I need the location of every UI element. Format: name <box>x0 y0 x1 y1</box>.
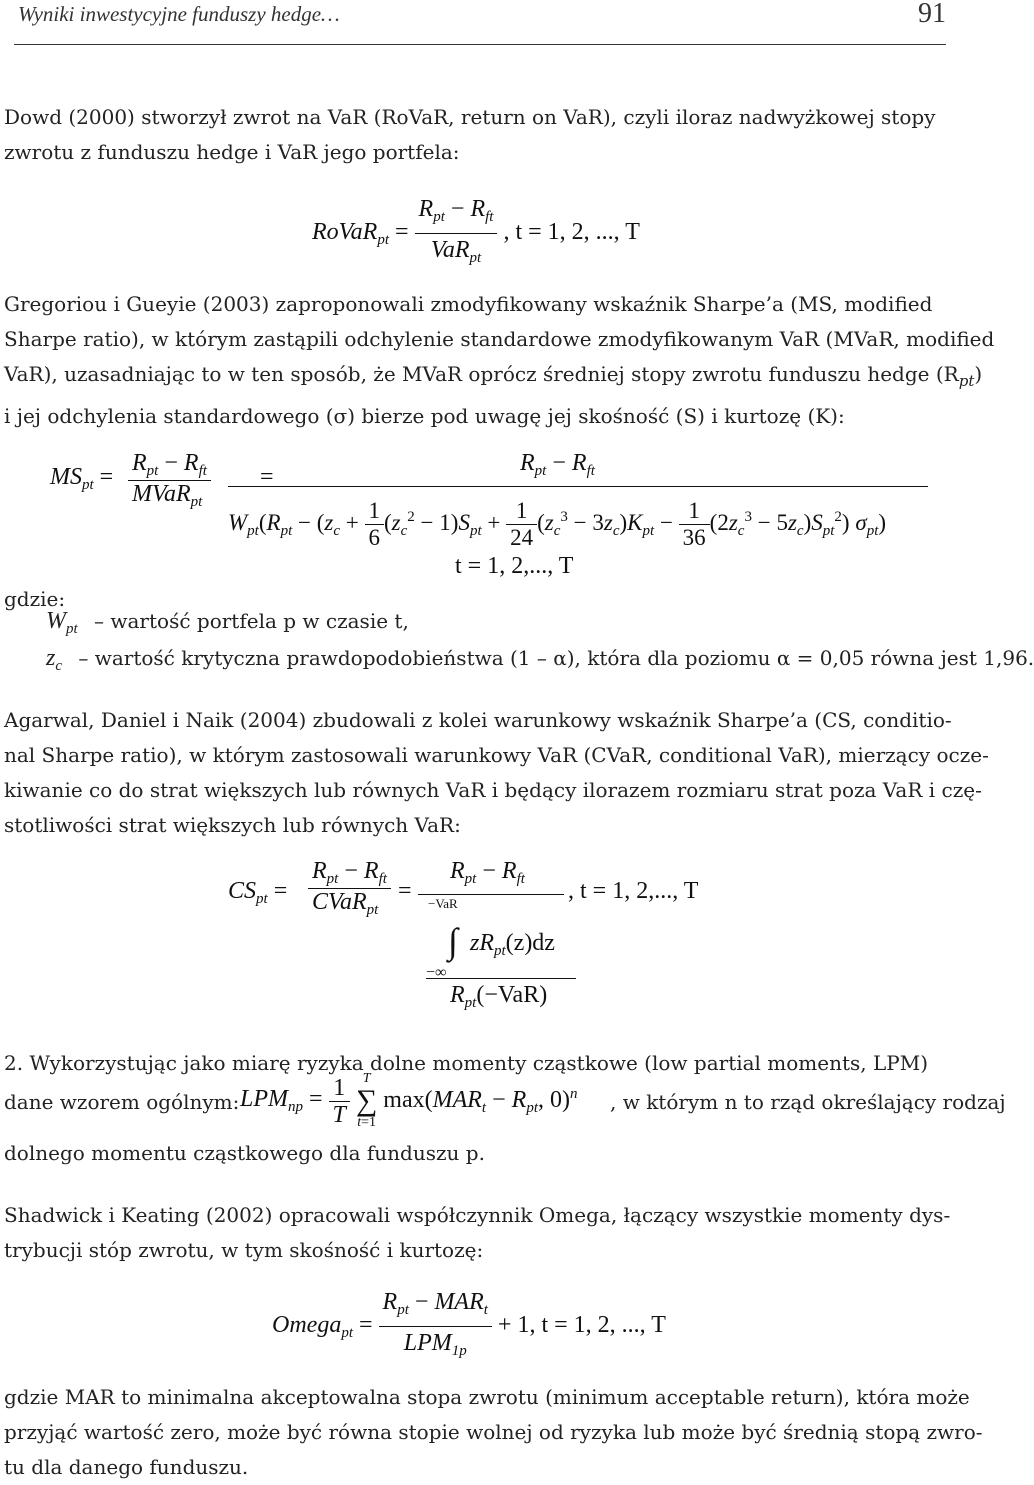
lpm-line-last: dolnego momentu cząstkowego dla funduszu p. <box>4 1141 485 1165</box>
fraction: $\frac{R_{pt} - MAR_t}{LPM_{1p}}$ <box>379 1286 492 1367</box>
eq-symbol: RoVaR <box>312 219 378 246</box>
text-line: 2. Wykorzystując jako miarę ryzyka dolne momenty cząstkowe (low partial moments, LPM) <box>4 1051 929 1075</box>
integral-upper-limit: −VaR <box>428 896 458 911</box>
fraction: $R_{pt} - R_{ft}$ MVaR$_{pt}$ <box>128 450 211 511</box>
where-label: gdzie: <box>4 587 66 611</box>
integral-lower-limit: −∞ <box>426 964 447 981</box>
eq-subscript: pt <box>469 250 482 266</box>
eq-symbol: CVaR <box>312 889 367 915</box>
eq-symbol: MAR <box>434 1289 484 1315</box>
text-line: i jej odchylenia standardowego (σ) bierze pod uwagę jej skośność (S) i kurtozę (K): <box>4 404 845 428</box>
eq-subscript: pt <box>433 209 445 225</box>
definition-z: $z_c$ – wartość krytyczna prawdopodobieństwa (1 – α), która dla poziomu α = 0,05 równa jest 1,96. <box>46 645 1034 674</box>
text-line: nal Sharpe ratio), w którym zastosowali warunkowy VaR (CVaR, conditional VaR), mierzący ocze- <box>4 743 989 767</box>
lpm-line-start: dane wzorem ogólnym: <box>4 1090 240 1114</box>
running-header-title: Wyniki inwestycyjne funduszy hedge… <box>18 2 340 26</box>
lpm-line-end: , w którym n to rząd określający rodzaj <box>610 1090 1006 1114</box>
definition-text: wartość portfela p w czasie t, <box>110 609 409 633</box>
text-line: Agarwal, Daniel i Naik (2004) zbudowali z kolei warunkowy wskaźnik Sharpe’a (CS, conditio- <box>4 708 952 732</box>
eq-number: 1 <box>365 498 385 525</box>
fraction-bar <box>228 486 928 487</box>
eq-symbol: R <box>382 1289 398 1315</box>
eq-symbol: zR <box>470 930 494 956</box>
fraction: $\frac{R_{pt} - R_{ft}}{VaR_{pt}}$ <box>415 193 498 274</box>
eq-symbol: R <box>470 196 486 222</box>
eq-symbol: (−VaR) <box>476 982 548 1008</box>
fraction-bar <box>418 894 564 895</box>
eq-range: t = 1, 2,..., T <box>455 553 574 579</box>
equation-omega: Omega$_{pt}$ = $\frac{R_{pt} - MAR_t}{LPM_{1p}}$ + 1, t = 1, 2, ..., T <box>272 1286 666 1367</box>
eq-symbol: LPM <box>403 1330 452 1356</box>
eq-number: 6 <box>368 525 380 550</box>
fraction-bar <box>426 978 576 979</box>
eq-symbol: R <box>418 196 434 222</box>
equation-lpm: $LPM_{np}$ = $\frac{1}{T}$ T ∑ t=1 $\max(MAR_t - R_{pt}$, 0)$^n$ <box>240 1071 578 1130</box>
text-line: gdzie MAR to minimalna akceptowalna stopa zwrotu (minimum acceptable return), która może <box>4 1385 970 1409</box>
header-rule <box>14 44 946 45</box>
integral-sign: ∫ <box>448 921 458 961</box>
paragraph-rovar-intro <box>4 100 956 170</box>
text-line: Shadwick i Keating (2002) opracowali współczynnik Omega, łączący wszystkie momenty dys- <box>4 1203 951 1227</box>
text-line: przyjąć wartość zero, może być równa stopie wolnej od ryzyka lub może być średnią stopą zwro- <box>4 1420 983 1444</box>
paragraph-mar-def <box>4 1380 983 1485</box>
text-line: Sharpe ratio), w którym zastąpili odchylenie standardowe zmodyfikowanym VaR (MVaR, modified <box>4 327 995 351</box>
eq-range: , t = 1, 2, ..., T <box>503 219 640 246</box>
equation-conditional-sharpe: $CS_{pt}$ = $R_{pt} - R_{ft}$ CVaR$_{pt}$ = $R_{pt} - R_{ft}$ −VaR ∫ $zR_{pt}(z)dz$ −∞ $R_{pt}(-VaR)$ , t = 1, 2,..., T <box>228 858 699 1011</box>
eq-symbol: MVaR <box>132 481 191 507</box>
paragraph-omega <box>4 1198 956 1268</box>
eq-number: 24 <box>510 525 534 550</box>
fraction: $R_{pt} - R_{ft}$ CVaR$_{pt}$ <box>308 858 391 919</box>
text-span: VaR), uzasadniając to w ten sposób, że MVaR oprócz średniej stopy zwrotu funduszu hedge (R <box>4 362 959 386</box>
text-line: trybucji stóp zwrotu, w tym skośność i kurtozę: <box>4 1238 484 1262</box>
definition-text: wartość krytyczna prawdopodobieństwa (1 – α), która dla poziomu α = 0,05 równa jest 1,96. <box>94 646 1034 670</box>
definition-w: $W_{pt}$ – wartość portfela p w czasie t, <box>46 608 409 637</box>
eq-subscript: ft <box>485 209 494 225</box>
eq-symbol: Omega <box>272 1312 342 1339</box>
eq-number: 36 <box>682 525 706 550</box>
page-number: 91 <box>918 0 946 29</box>
text-line: Gregoriou i Gueyie (2003) zaproponowali zmodyfikowany wskaźnik Sharpe’a (MS, modified <box>4 292 933 316</box>
eq-symbol: VaR <box>430 237 470 263</box>
equation-rovar: RoVaR$_{pt}$ = $\frac{R_{pt} - R_{ft}}{VaR_{pt}}$ , t = 1, 2, ..., T <box>312 193 640 274</box>
paragraph-cs-intro <box>4 703 989 843</box>
text-line: VaR), uzasadniając to w ten sposób, że MVaR oprócz średniej stopy zwrotu funduszu hedge $(R_{pt})$ <box>4 362 983 390</box>
text-line: Dowd (2000) stworzył zwrot na VaR (RoVaR, return on VaR), czyli iloraz nadwyżkowej stopy <box>4 105 936 129</box>
paragraph-ms-intro <box>4 287 995 434</box>
eq-symbol: (z)dz <box>505 930 555 956</box>
text-line: zwrotu z funduszu hedge i VaR jego portfela: <box>4 140 460 164</box>
eq-subscript: pt <box>377 232 389 249</box>
eq-symbol: CS <box>228 878 257 904</box>
equation-modified-sharpe: $MS_{pt}$ = $R_{pt} - R_{ft}$ MVaR$_{pt}$ = $R_{pt} - R_{ft}$ $W_{pt}(R_{pt} - (z_c$ + $\frac{1}{6}$ $(z_c^2 - 1)S_{pt}$ + $\frac{1}{24}$ $(z_c^3 - 3z_c)K_{pt}$ − $\frac{1}{36}$ $(2z_c^3 - 5z_c)S_{pt}^2$) $\sigma_{pt}$) <box>50 450 930 590</box>
eq-range: + 1, t = 1, 2, ..., T <box>497 1312 666 1339</box>
eq-symbol: MS <box>50 464 82 490</box>
text-line: tu dla danego funduszu. <box>4 1455 249 1479</box>
text-line: kiwanie co do strat większych lub równych VaR i będący ilorazem rozmiaru strat poza VaR i czę- <box>4 778 982 802</box>
eq-symbol: R <box>450 982 465 1008</box>
eq-range: , t = 1, 2,..., T <box>568 878 699 904</box>
text-line: stotliwości strat większych lub równych VaR: <box>4 813 461 837</box>
